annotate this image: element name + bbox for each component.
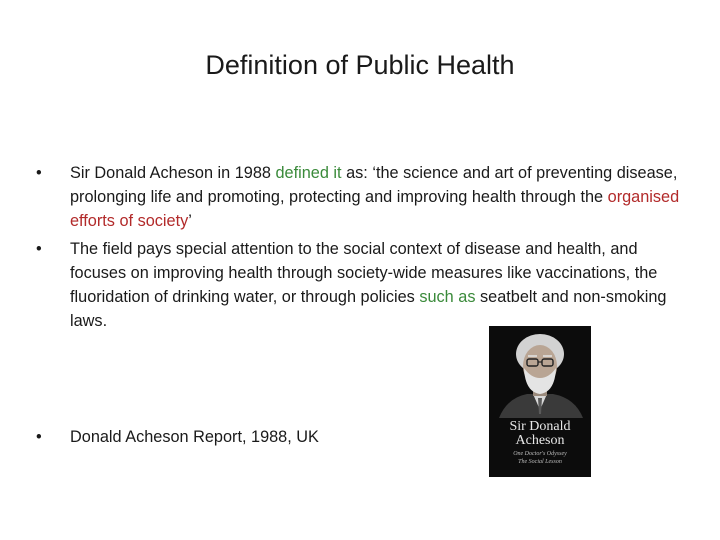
bullet-text-part: Sir Donald Acheson in 1988 [70,164,276,182]
bullet-text-part: seatbelt and non-smoking laws. [70,288,667,330]
bullet-text-part: The field pays special attention to the social context of disease and health, and focuses on improving health through society-wide measures like vaccinations, the fluoridation of drinking water, or through policies [70,240,658,306]
bullet-text-part: ’ [188,212,192,230]
bullet-text: Donald Acheson Report, 1988, UK [70,428,319,446]
highlight-green-text: defined it [275,164,342,182]
bullet-text [70,237,686,333]
bullet-dot: • [36,428,42,446]
book-subtitle [489,450,591,466]
slide-title: Definition of Public Health [205,50,515,80]
bullet-item-field [36,237,686,333]
bullet-text-part: as: ‘the science and art of preventing disease, prolonging life and promoting, protecting and improving health through the [70,164,678,206]
highlight-red-text: organised efforts of society [70,188,680,230]
book-subtitle-line: One Doctor's Odyssey [513,451,567,457]
highlight-green-text: such as [419,288,476,306]
bullet-dot: • [36,164,42,182]
book-subtitle-line: The Social Lesson [518,459,562,465]
bullet-item-definition [36,161,686,233]
book-title-line: Sir Donald [509,419,571,434]
book-cover-image [489,326,591,477]
book-title-line: Acheson [515,433,565,448]
bullet-text [70,161,686,233]
bullet-dot: • [36,240,42,258]
